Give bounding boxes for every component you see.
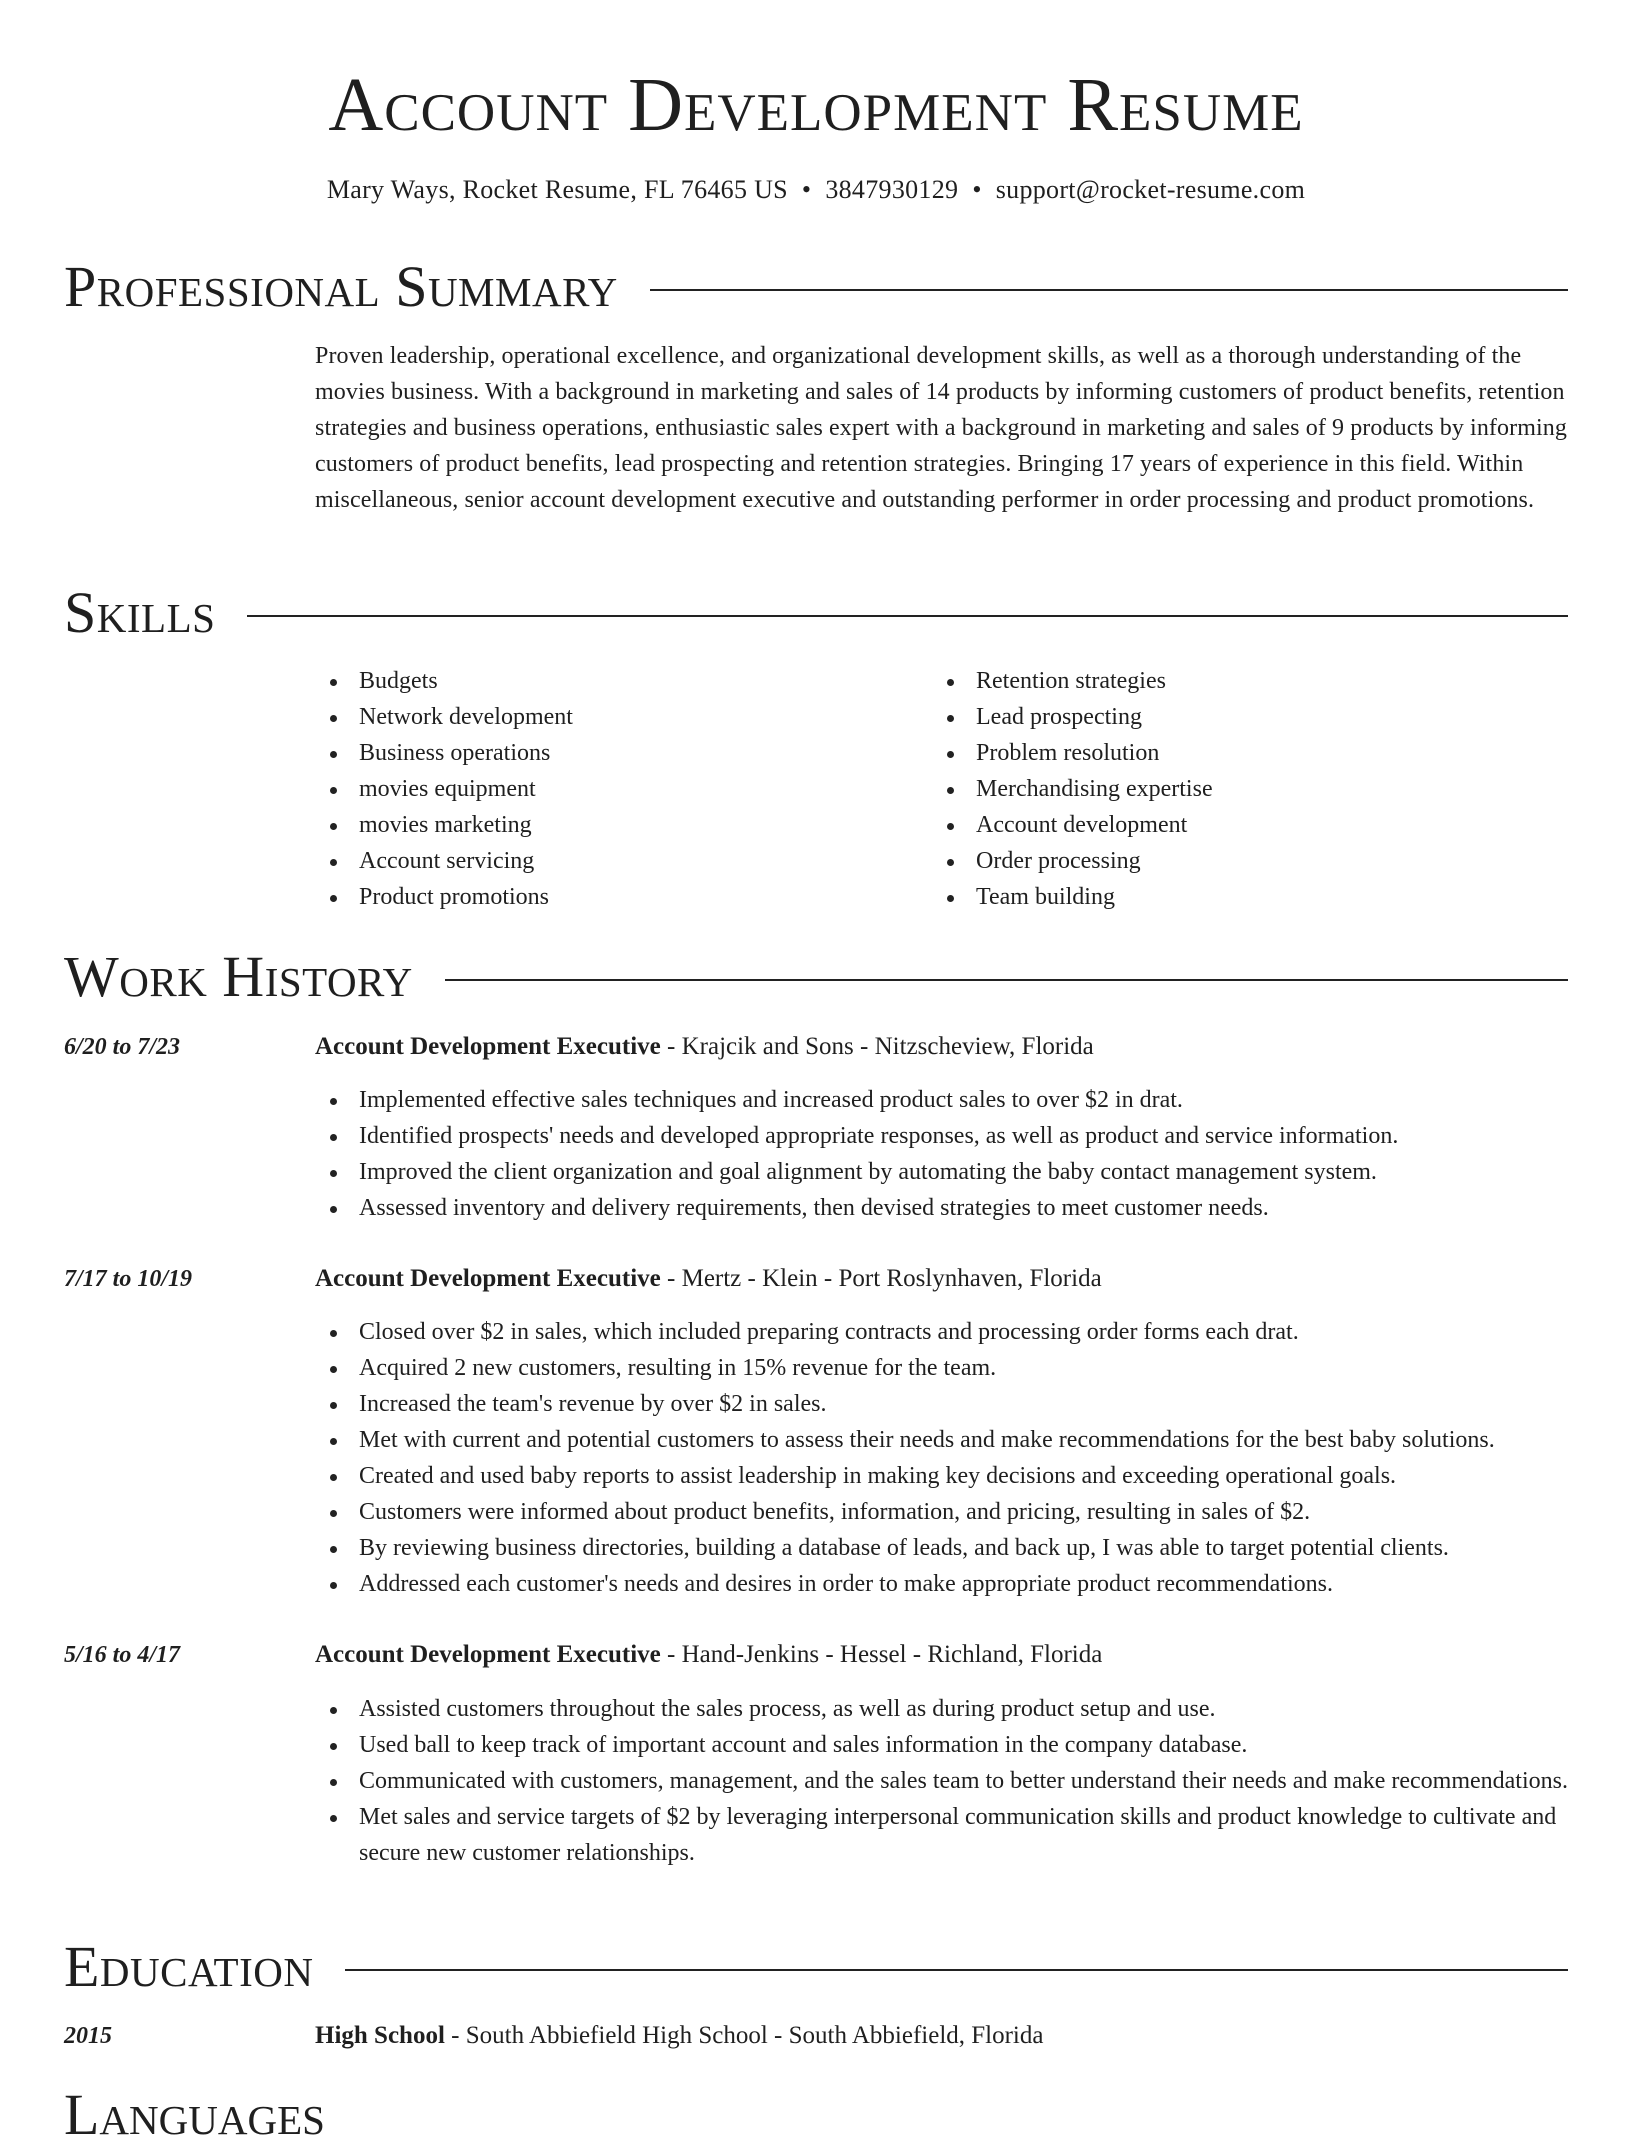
resume-title: Account Development Resume	[328, 63, 1304, 147]
contact-line	[0, 172, 1632, 208]
skill-item: Business operations	[315, 735, 932, 771]
contact-separator: •	[972, 175, 982, 204]
skills-heading-text: Skills	[64, 580, 216, 645]
skill-item: movies marketing	[315, 807, 932, 843]
job-role: Account Development Executive	[315, 1265, 661, 1292]
skill-item: Team building	[932, 879, 1549, 915]
job-bullets	[315, 1314, 1570, 1602]
skill-item: Order processing	[932, 843, 1549, 879]
section-divider	[247, 615, 1568, 617]
skills-list	[315, 663, 1570, 915]
job-heading	[315, 1261, 1570, 1297]
summary-section-heading	[64, 252, 1568, 322]
education-heading-text: Education	[64, 1934, 314, 1999]
job-heading	[315, 1029, 1570, 1065]
skill-item: movies equipment	[315, 771, 932, 807]
skill-item: Lead prospecting	[932, 699, 1549, 735]
skill-item: Product promotions	[315, 879, 932, 915]
job-role: Account Development Executive	[315, 1641, 661, 1668]
job-dates: 5/16 to 4/17	[64, 1642, 181, 1668]
job-bullet: Increased the team's revenue by over $2 in sales.	[315, 1386, 1570, 1422]
contact-phone: 3847930129	[825, 175, 959, 204]
job-bullet: Communicated with customers, management, and the sales team to better understand their needs and make recommendations.	[315, 1763, 1570, 1799]
job-bullet: Used ball to keep track of important account and sales information in the company database.	[315, 1727, 1570, 1763]
job-bullet: Met sales and service targets of $2 by leveraging interpersonal communication skills and product knowledge to cultivate and secure new customer relationships.	[315, 1799, 1570, 1871]
job-employer: - Hand-Jenkins - Hessel - Richland, Florida	[660, 1641, 1103, 1668]
contact-separator: •	[801, 175, 812, 204]
skill-item: Retention strategies	[932, 663, 1549, 699]
work-heading-text: Work History	[64, 944, 413, 1009]
education-section-heading	[64, 1932, 1568, 2002]
skill-item: Merchandising expertise	[932, 771, 1549, 807]
job-bullet: Acquired 2 new customers, resulting in 15% revenue for the team.	[315, 1350, 1570, 1386]
job-bullet: Improved the client organization and goal alignment by automating the baby contact management system.	[315, 1154, 1570, 1190]
skill-item: Account servicing	[315, 843, 932, 879]
job-bullet: Customers were informed about product benefits, information, and pricing, resulting in sales of $2.	[315, 1494, 1570, 1530]
education-school: - South Abbiefield High School - South Abbiefield, Florida	[444, 2022, 1044, 2049]
job-bullet: Assisted customers throughout the sales process, as well as during product setup and use.	[315, 1691, 1570, 1727]
work-section-heading	[64, 942, 1568, 1012]
job-bullet: Created and used baby reports to assist leadership in making key decisions and exceeding operational goals.	[315, 1458, 1570, 1494]
contact-email: support@rocket-resume.com	[995, 175, 1306, 204]
skill-item: Account development	[932, 807, 1549, 843]
job-bullets	[315, 1691, 1570, 1871]
job-bullet: Addressed each customer's needs and desires in order to make appropriate product recommendations.	[315, 1566, 1570, 1602]
job-employer: - Krajcik and Sons - Nitzscheview, Florida	[660, 1033, 1094, 1060]
skills-column-right	[932, 663, 1549, 915]
education-degree: High School	[315, 2022, 445, 2049]
job-bullet: Met with current and potential customers to assess their needs and make recommendations for the best baby solutions.	[315, 1422, 1570, 1458]
job-heading	[315, 1637, 1570, 1673]
education-year: 2015	[64, 2023, 112, 2049]
job-dates: 6/20 to 7/23	[64, 1034, 181, 1060]
summary-text: Proven leadership, operational excellence, and organizational development skills, as well as a thorough understanding of the movies business. With a background in marketing and sales of 14 products by informing customers of product benefits, retention strategies and business operations, enthusiastic sales expert with a background in marketing and sales of 9 products by informing customers of product benefits, lead prospecting and retention strategies. Bringing 17 years of experience in this field. Within miscellaneous, senior account development executive and outstanding performer in order processing and product promotions.	[315, 343, 1567, 513]
skill-item: Network development	[315, 699, 932, 735]
languages-section-heading: Languages	[64, 2082, 325, 2147]
skill-item: Budgets	[315, 663, 932, 699]
skill-item: Problem resolution	[932, 735, 1549, 771]
skills-column-left	[315, 663, 932, 915]
contact-address: Mary Ways, Rocket Resume, FL 76465 US	[326, 175, 788, 204]
section-divider	[650, 289, 1568, 291]
job-bullet: Implemented effective sales techniques and increased product sales to over $2 in drat.	[315, 1082, 1570, 1118]
education-entry	[315, 2018, 1570, 2054]
job-bullet: By reviewing business directories, building a database of leads, and back up, I was able to target potential clients.	[315, 1530, 1570, 1566]
job-bullet: Identified prospects' needs and developed appropriate responses, as well as product and service information.	[315, 1118, 1570, 1154]
section-divider	[445, 979, 1568, 981]
job-bullet: Assessed inventory and delivery requirements, then devised strategies to meet customer needs.	[315, 1190, 1570, 1226]
job-employer: - Mertz - Klein - Port Roslynhaven, Florida	[660, 1265, 1102, 1292]
job-bullets	[315, 1082, 1570, 1226]
summary-heading-text: Professional Summary	[64, 254, 618, 319]
section-divider	[345, 1969, 1568, 1971]
job-dates: 7/17 to 10/19	[64, 1266, 193, 1292]
job-role: Account Development Executive	[315, 1033, 661, 1060]
job-bullet: Closed over $2 in sales, which included preparing contracts and processing order forms each drat.	[315, 1314, 1570, 1350]
skills-section-heading	[64, 578, 1568, 648]
